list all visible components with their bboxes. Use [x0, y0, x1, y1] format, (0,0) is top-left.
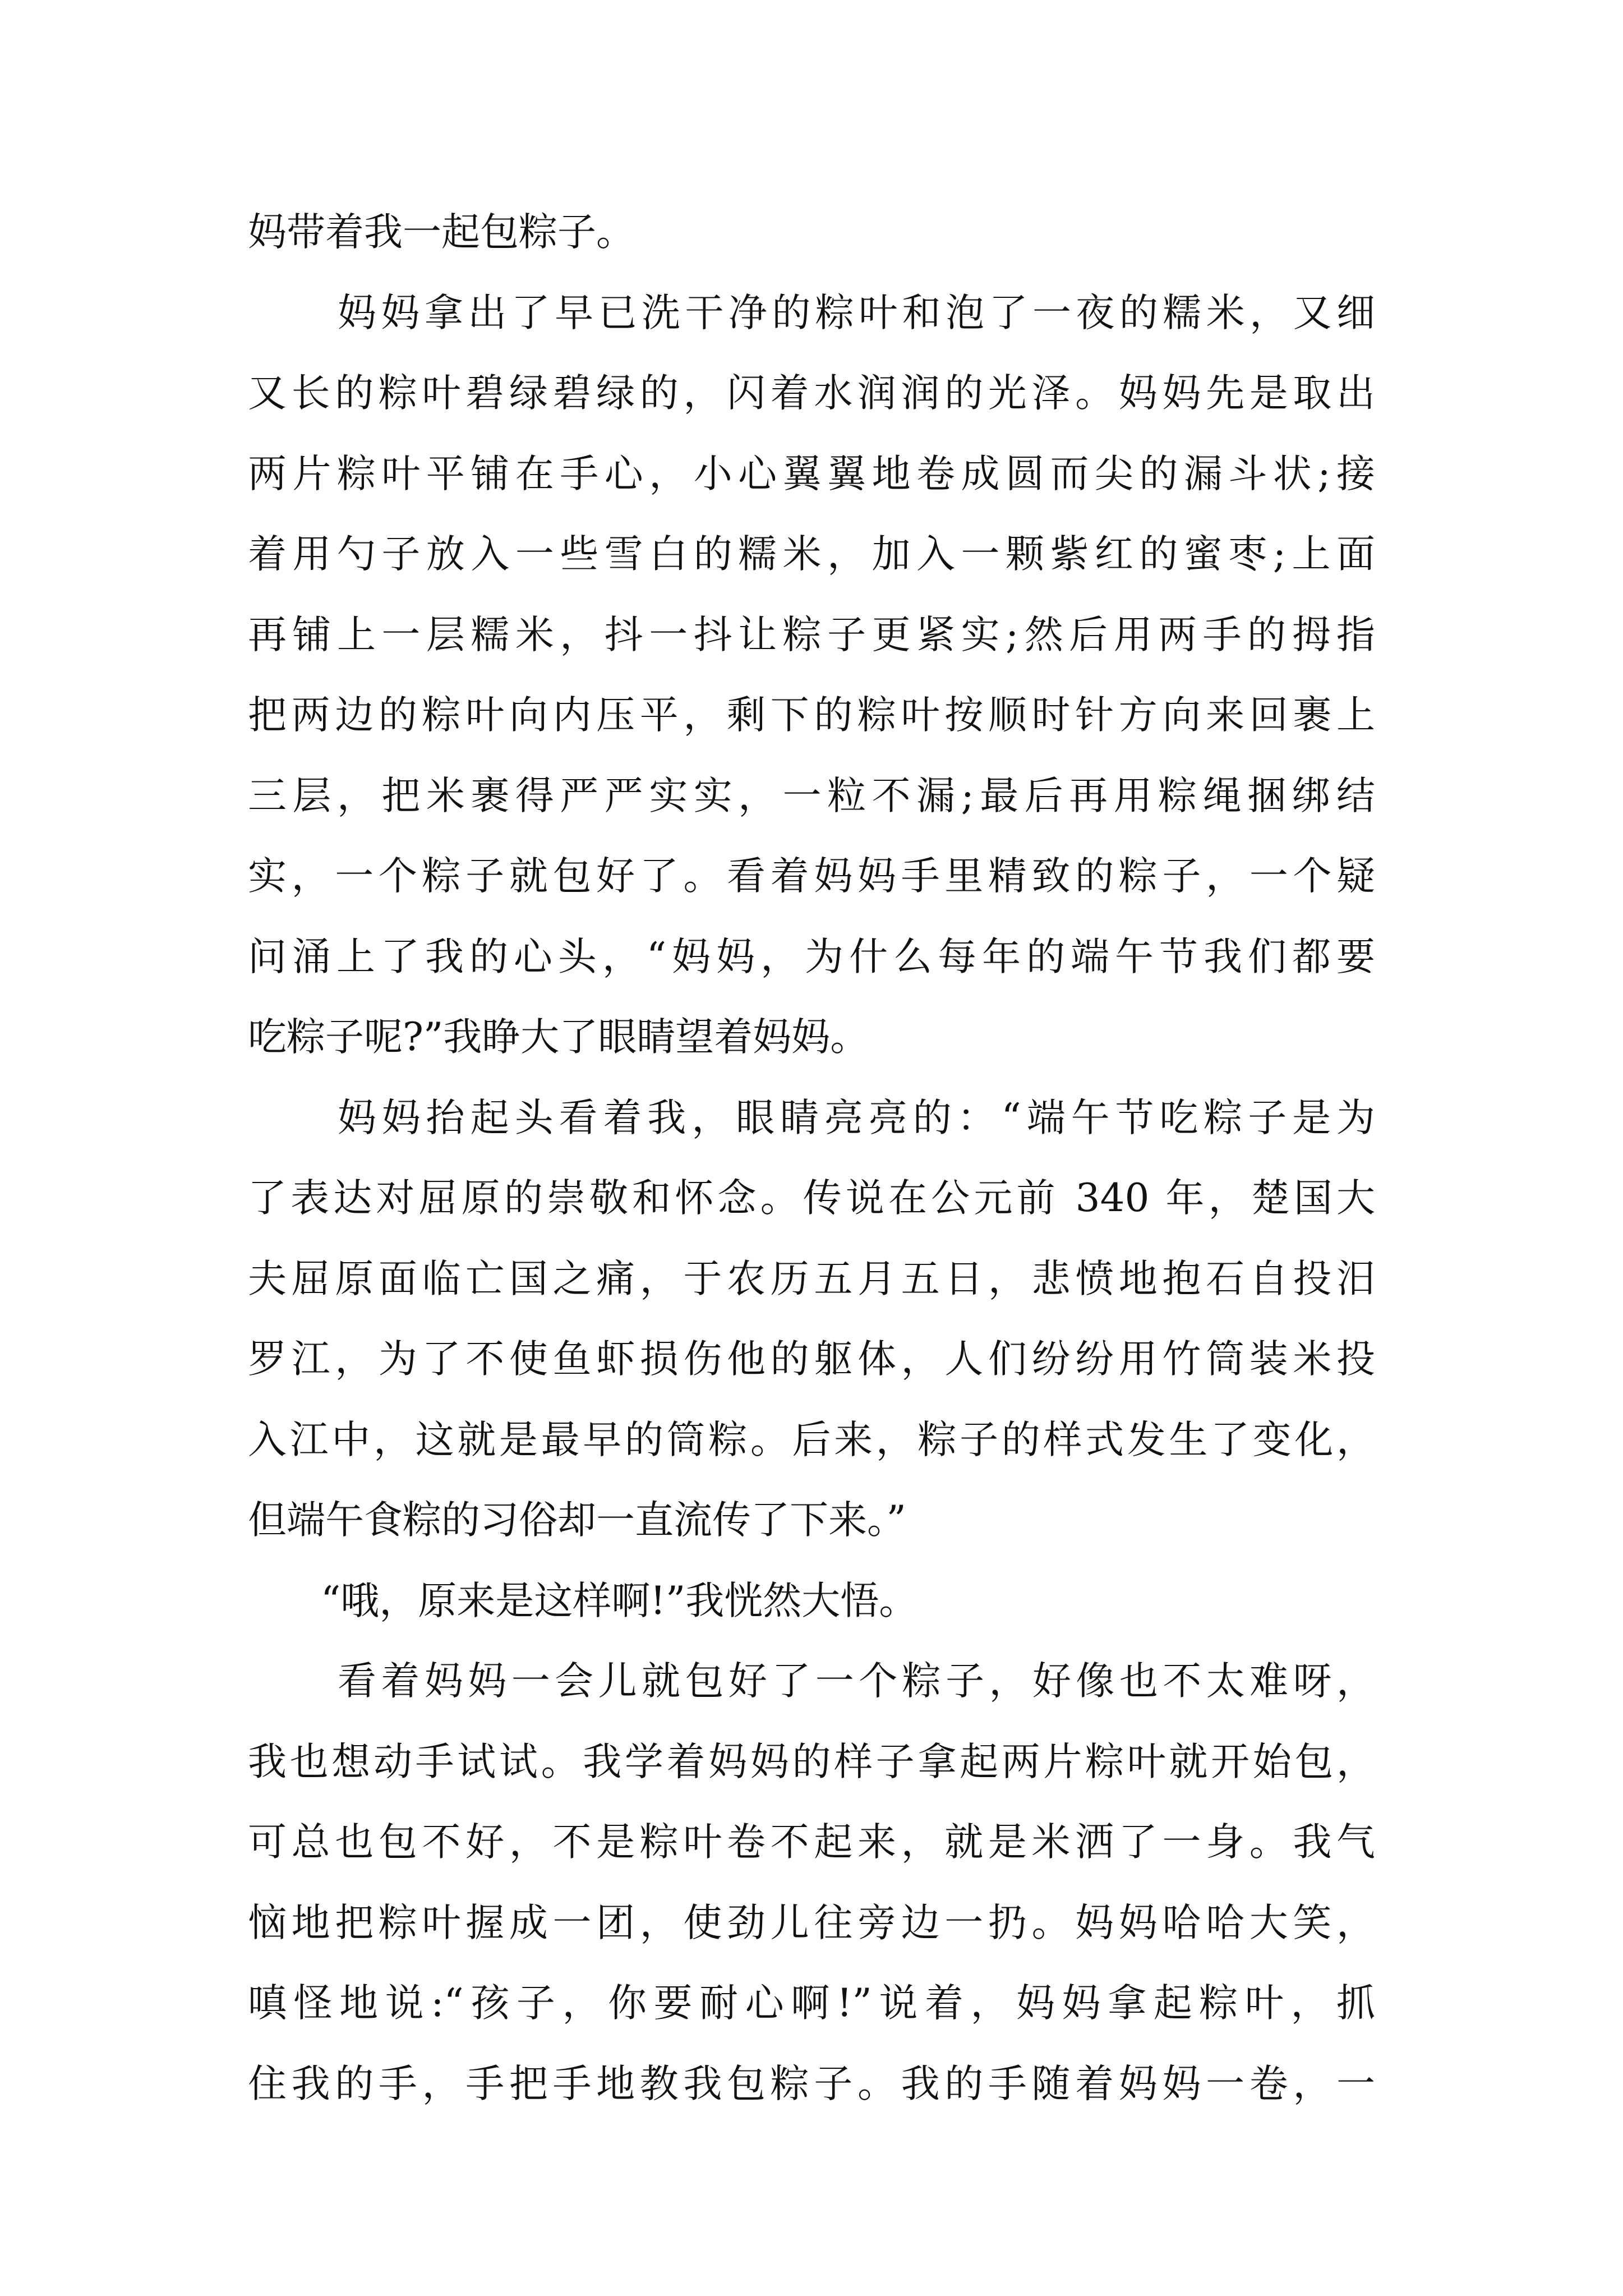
text-line: 三层，把米裹得严严实实，一粒不漏;最后再用粽绳捆绑结 [248, 773, 1375, 818]
document-body [248, 192, 1375, 2124]
text-line: 入江中，这就是最早的筒粽。后来，粽子的样式发生了变化， [248, 1417, 1375, 1462]
text-line: 我也想动手试试。我学着妈妈的样子拿起两片粽叶就开始包， [248, 1739, 1375, 1784]
text-line: 问涌上了我的心头，“妈妈，为什么每年的端午节我们都要 [248, 934, 1375, 979]
text-line: 两片粽叶平铺在手心，小心翼翼地卷成圆而尖的漏斗状;接 [248, 451, 1375, 496]
text-line: 嗔怪地说:“孩子，你要耐心啊!”说着，妈妈拿起粽叶，抓 [248, 1981, 1375, 2026]
text-line: 实，一个粽子就包好了。看着妈妈手里精致的粽子，一个疑 [248, 854, 1375, 899]
text-line: 妈带着我一起包粽子。 [248, 210, 635, 255]
text-line: 看着妈妈一会儿就包好了一个粽子，好像也不太难呀， [338, 1659, 1375, 1704]
text-line: 可总也包不好，不是粽叶卷不起来，就是米洒了一身。我气 [248, 1820, 1375, 1865]
text-line: 夫屈原面临亡国之痛，于农历五月五日，悲愤地抱石自投汨 [248, 1256, 1375, 1301]
text-line: 再铺上一层糯米，抖一抖让粽子更紧实;然后用两手的拇指 [248, 612, 1375, 657]
text-line: 罗江，为了不使鱼虾损伤他的躯体，人们纷纷用竹筒装米投 [248, 1337, 1375, 1382]
text-line: “哦，原来是这样啊!”我恍然大悟。 [321, 1578, 918, 1623]
text-line: 着用勺子放入一些雪白的糯米，加入一颗紫红的蜜枣;上面 [248, 532, 1375, 577]
text-line: 吃粽子呢?”我睁大了眼睛望着妈妈。 [248, 1015, 869, 1060]
text-line: 把两边的粽叶向内压平，剩下的粽叶按顺时针方向来回裹上 [248, 693, 1375, 738]
text-line: 了表达对屈原的崇敬和怀念。传说在公元前 340 年，楚国大 [248, 1176, 1375, 1221]
text-line: 又长的粽叶碧绿碧绿的，闪着水润润的光泽。妈妈先是取出 [248, 371, 1375, 416]
text-line: 妈妈拿出了早已洗干净的粽叶和泡了一夜的糯米，又细 [338, 290, 1375, 335]
text-line: 住我的手，手把手地教我包粽子。我的手随着妈妈一卷，一 [248, 2061, 1375, 2106]
text-line: 妈妈抬起头看着我，眼睛亮亮的：“端午节吃粽子是为 [338, 1095, 1375, 1140]
text-line: 恼地把粽叶握成一团，使劲儿往旁边一扔。妈妈哈哈大笑， [248, 1900, 1375, 1945]
text-line: 但端午食粽的习俗却一直流传了下来。” [248, 1498, 906, 1543]
